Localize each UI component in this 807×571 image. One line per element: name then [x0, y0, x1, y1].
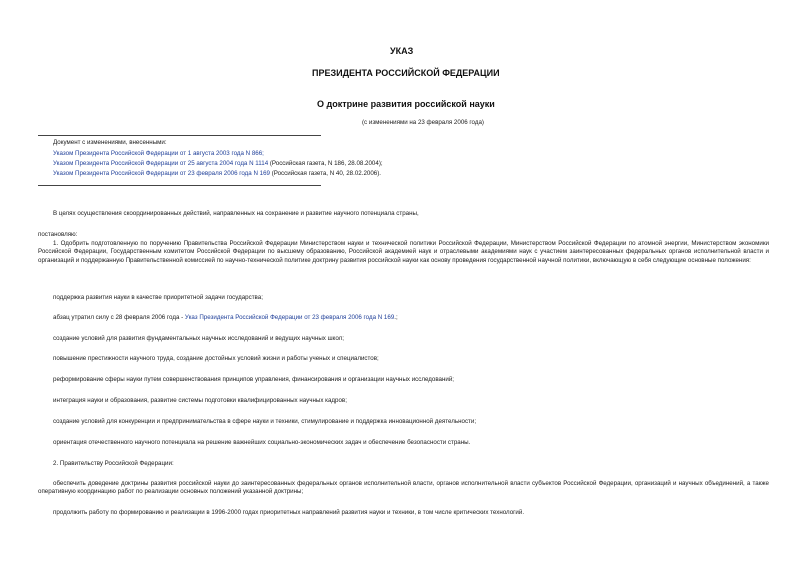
preamble: В целях осуществления скоординированных действий, направленных на сохранение и развитие научного потенциала страны,	[53, 210, 419, 217]
amendments-top-rule	[38, 135, 321, 136]
amendment-link[interactable]: Указом Президента Российской Федерации от 23 февраля 2006 года N 169	[53, 170, 270, 177]
amendment-item: Указом Президента Российской Федерации от 25 августа 2004 года N 1114 (Российская газета, N 186, 28.08.2004);	[53, 160, 383, 167]
issuer: ПРЕЗИДЕНТА РОССИЙСКОЙ ФЕДЕРАЦИИ	[312, 68, 500, 78]
list-item: создание условий для развития фундаментальных научных исследований и ведущих научных школ;	[53, 335, 344, 342]
amendment-item	[53, 150, 264, 158]
document-type: УКАЗ	[390, 46, 414, 56]
document-title: О доктрине развития российской науки	[317, 99, 495, 109]
changes-note: (с изменениями на 23 февраля 2006 года)	[362, 119, 484, 126]
list-item: поддержка развития науки в качестве приоритетной задачи государства;	[53, 294, 263, 301]
amendments-bottom-rule	[38, 185, 321, 186]
amendments-intro: Документ с изменениями, внесенными:	[53, 139, 167, 146]
amendment-link[interactable]: Указом Президента Российской Федерации от 25 августа 2004 года N 1114	[53, 160, 269, 167]
list-item-repealed: абзац утратил силу с 28 февраля 2006 года - Указ Президента Российской Федерации от 23 февраля 2006 года N 169.;	[53, 314, 398, 321]
amendment-link[interactable]: Указом Президента Российской Федерации от 1 августа 2003 года N 866;	[53, 150, 264, 157]
list-item: интеграция науки и образования, развитие системы подготовки квалифицированных научных кадров;	[53, 397, 347, 404]
list-item: повышение престижности научного труда, создание достойных условий жизни и работы ученых и специалистов;	[53, 355, 379, 362]
decree-word: постановляю:	[38, 231, 78, 238]
amendment-item: Указом Президента Российской Федерации от 23 февраля 2006 года N 169 (Российская газета, N 40, 28.02.2006).	[53, 170, 381, 177]
point-2: 2. Правительству Российской Федерации:	[53, 460, 174, 467]
list-item: создание условий для конкуренции и предпринимательства в сфере науки и техники, стимулирование и поддержка инновационной деятельности;	[53, 418, 477, 425]
repealed-link[interactable]: Указ Президента Российской Федерации от 23 февраля 2006 года N 169	[184, 314, 395, 321]
point-2-b: продолжить работу по формированию и реализации в 1996-2000 годах приоритетных направлений развития науки и техники, в том числе критических технологий.	[53, 509, 525, 516]
list-item: ориентация отечественного научного потенциала на решение важнейших социально-экономических задач и обеспечение безопасности страны.	[53, 439, 471, 446]
list-item: реформирование сферы науки путем совершенствования принципов управления, финансирования и организации научных исследований;	[53, 376, 455, 383]
point-1: 1. Одобрить подготовленную по поручению Правительства Российской Федерации Министерством науки и технической политики Российской Федерации, Министерством Российской Федерации по атомной энергии, Министерством экономики Российской Федерации, Государственным комитетом Российской Федерации по высшему образованию, Российской академией наук и отраслевыми академиями наук с участием заинтересованных федеральных органов исполнительной власти и организаций и поддержанную Правительственной комиссией по научно-технической политике доктрину развития российской науки как основу проведения государственной научной политики, включающую в себя следующие основные положения:	[38, 240, 769, 264]
point-2-a: обеспечить доведение доктрины развития российской науки до заинтересованных федеральных органов исполнительной власти, органов исполнительной власти субъектов Российской Федерации, организаций и научных объединений, а также оперативную координацию работ по реализации основных положений указанной доктрины;	[38, 480, 769, 496]
